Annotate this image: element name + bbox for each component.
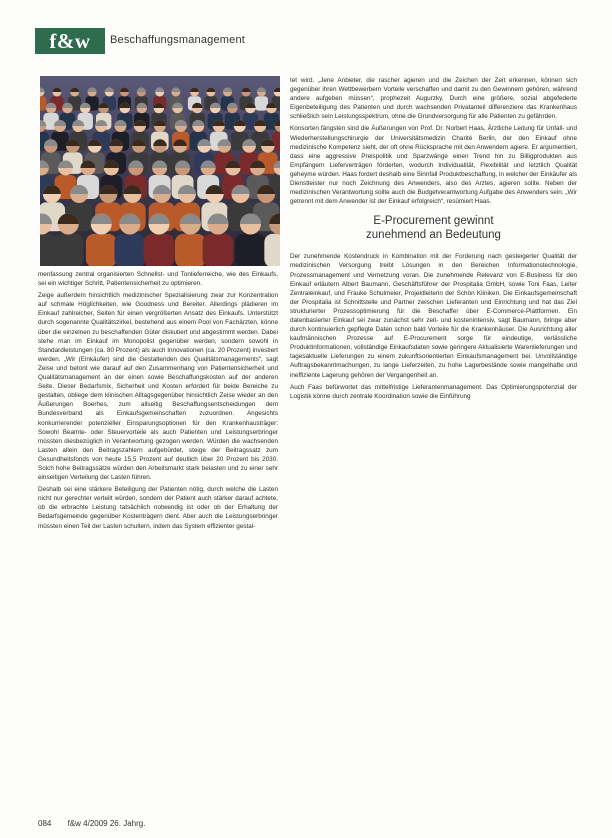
subheading-line: zunehmend an Bedeutung bbox=[366, 229, 501, 242]
paragraph: menfassung zentral organisierten Schnellst- und Tonlieferreiche, wie des Einkaufs, sei ein wichtiger Schritt, Patientensicherheit zu optimieren. bbox=[38, 271, 278, 288]
conference-audience-photo bbox=[40, 76, 280, 266]
paragraph: Auch Faas befürwortet das mittelfristige Lieferantenmanagement. Das Optimierungspotenzial der Logistik könne durch zentrale Koordination sowie die Einführung bbox=[290, 383, 577, 400]
photo-image bbox=[40, 76, 280, 266]
section-subheading bbox=[290, 214, 577, 242]
paragraph: tet wird. „Jene Anbieter, die rascher agieren und die Zeichen der Zeit erkennen, können sich gegenüber ihren Wettbewerbern Vorteile verschaffen und damit zu den Gewinnern gehören, während andere aufgeben müssen“, prophezeit Augurzky. Durch eine größere, sozial abgefederte Eigenbeteiligung des Patienten und durch wachsenden Privatanteil differenziere das Krankenhaus schließlich sein Leistungsspektrum, ohne die Grundversorgung für alle Patienten zu gefährden. bbox=[290, 77, 577, 121]
paragraph: Konsorten fängsten sind die Äußerungen von Prof. Dr. Norbert Haas, Ärztliche Leitung für Unfall- und Wiederherstellungschirurgie der Universitätsmedizin Charité Berlin, der den Einkauf ohne medizinische Kompetenz sieht, der oft ohne Rücksprache mit den Anwendern agiere. Er argumentiert, dass eine aggressive Preispolitik und Sparzwänge einen Trend hin zu Billigprodukten aus Empfängern Lieferverträgen förderten, wodurch Individualität, Flexibilität und letztlich Qualität geheyme würden. Haas fordert deshalb eine Sinnfall Produktbeschaffung, in welcher der Einkäufer als Dienstleister nur noch Zeichnung des Anwenders, also des Arztes, agieren sollte. Neben der medizinischen Verantwortung sollte auch die Budgetverantwortung Aufgabe des Anwenders sein. „Wir getrennt mit dem Anwender ist der Einkauf erfolgreich“, resümiert Haas. bbox=[290, 125, 577, 206]
page-number: 084 bbox=[38, 819, 52, 828]
left-text-column bbox=[38, 270, 278, 534]
issue-info: f&w 4/2009 26. Jahrg. bbox=[67, 819, 146, 828]
paragraph: Zeige außerdem hinsichtlich medizinischer Spezialisierung zwar zur Konzentration auf schmale Höglichkeiten, wie Goodness und Bereiter. Allerdings plädieren im Einkauf zahlreicher, Seiten für einen vergrößerten Ansatz des Einkaufs. Unterstützt durch sogenannte Qualitätszirkel, bestehend aus einem Pool von Fachärzten, könne über die einzelnen zu beschaffenden Güter diskutiert und abgestimmt werden. Dabei stehe man im Einkauf im Monopolist gegenüber werden, sondern sowohl in Standardleistungen (ca. 80 Prozent) als auch Innovationen (ca. 20 Prozent) investiert werden. „Wir (Einkäufer) sind die Gestaltenden des Qualitätsmanagements“, sagt Zeise und betont wie darauf auf den Zusammenhang von Patientensicherheit und Qualitätsmanagement an der einen sowie Beschaffungskosten auf der anderen Seite. Dieser Bedarfsmix, Sicherheit und Kosten erfordert für beide Bereiche zu gestalten, obliege dem klinischen Alltagsgegenüber hinsichtlich Zeise wieder an den Äußerungen Boerhes, zum allseitig Beschaffungsentscheidungen dem Bundesverband als Einkaufsgemeinschaften zuzuordnen. Angesichts konkurrierender potenzieller Einsparungsoptionen für den Krankenhausträger: Sowohl Beamte- oder Steuervorteile als auch Patienten und Leistungserbringer müssten diesbezüglich in Verantwortung gezogen werden. Würden die wachsenden Lasten allein den Beitragszahlern aufgebürdet, steige der Beitragssatz zum Gesundheitsfonds von heute 15,5 Prozent auf deutlich über 20 Prozent bis 2030. Solch hohe Beitragssätze würden den Arbeitsmarkt stark belasten und zu einer sehr einseitigen Verteilung der Lasten führen. bbox=[38, 292, 278, 482]
journal-logo: f&w bbox=[35, 28, 105, 54]
paragraph: Der zunehmende Kostendruck in Kombination mit der Forderung nach gesteigerter Qualität der medizinischen Versorgung treibt Lösungen in den Bereichen Informationstechnologie, Prozessmanagement und Vernetzung voran. Die zunehmende Relevanz von E-Business für den Einkauf erläutern Albert Baumann, Geschäftsführer der Prospitalia GmbH, sowie Toni Faas, Leiter Zentraleinkauf, und Frauke Schulmeier, Projektleiterin der Schön Kliniken. Die Einkaufsgemeinschaft der Prospitalia ist Schnittstelle und Partner zwischen Lieferanten und Einrichtung und hat das Ziel strukturierter Prozessoptimierung für die Beschaffer über E-Commerce-Plattformen. Ein datenbasierter Einkauf sei zwar zunächst sehr zeit- und kostenintensiv, sagt Baumann, bringe aber durch kontinuierlich gepflegte Daten schon bald Vorteile für die Krankenhäuser. Die Ausrichtung aller kaufmännischen Prozesse auf E-Procurement sorge für eindeutige, verlässliche Produktinformationen, vollständige Einkaufsdaten sowie geringere Aktualisierte Warenlieferungen und tagesaktuelle Lieferungen zu einem zukunftsorientierten Einkaufsmanagement bei. Unvollständige Auftragsbekanntmachungen, zu lange Lieferzeiten, zu hohe Lagerbestände sowie mangelhafte und ineffiziente Lagerung gehören der Vergangenheit an. bbox=[290, 253, 577, 379]
section-title: Beschaffungsmanagement bbox=[110, 34, 246, 46]
page-footer bbox=[38, 819, 145, 828]
subheading-line: E-Procurement gewinnt bbox=[373, 215, 494, 228]
paragraph: Deshalb sei eine stärkere Beteiligung der Patienten nötig, durch welche die Lasten nicht nur gerechter verteilt würden, sondern der Patient auch stärker darauf achtete, ob die erbrachte Leistung tatsächlich notwendig ist oder ob der Erhaltung der Bedarfsgemeinde gegenüber Kostenträgern dient. Aber auch die Leistungserbringer müssten einen Teil der Lasten schultern, indem das System effizienter gestal- bbox=[38, 486, 278, 530]
right-text-column bbox=[290, 76, 577, 404]
